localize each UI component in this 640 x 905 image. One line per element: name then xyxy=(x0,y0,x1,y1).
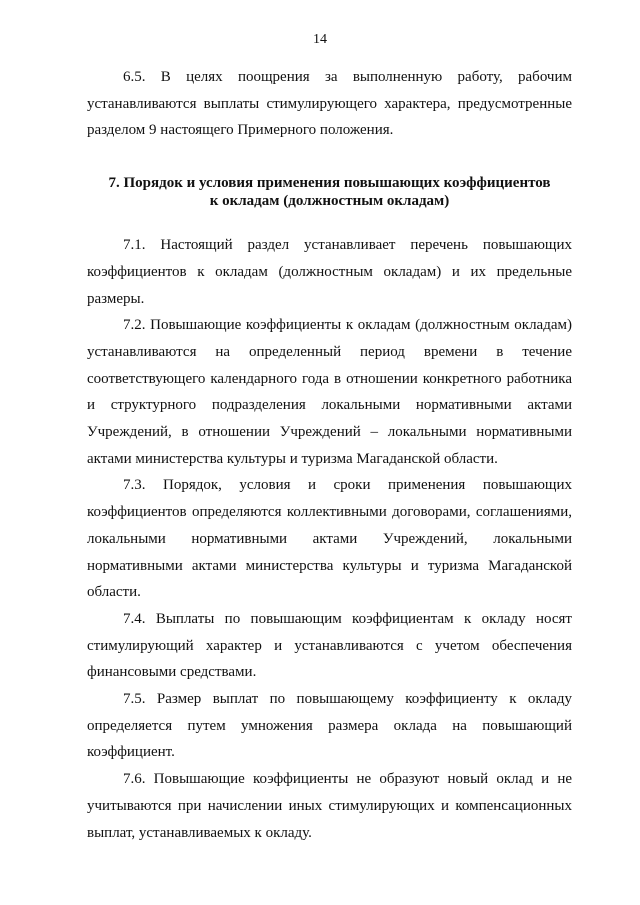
section-7-heading-line-1: 7. Порядок и условия применения повышающих коэффициентов xyxy=(108,175,551,192)
paragraph-7-3: 7.3. Порядок, условия и сроки применения повышающих коэффициентов определяются коллективными договорами, соглашениями, локальными нормативными актами Учреждений, локальными нормативными актами министерства культуры и туризма Магаданской области. xyxy=(87,477,572,601)
paragraph-7-1: 7.1. Настоящий раздел устанавливает перечень повышающих коэффициентов к окладам (должностным окладам) и их предельные размеры. xyxy=(87,237,572,307)
paragraph-7-5: 7.5. Размер выплат по повышающему коэффициенту к окладу определяется путем умножения размера оклада на повышающий коэффициент. xyxy=(87,691,572,761)
document-body xyxy=(87,64,572,846)
page-number: 14 xyxy=(313,32,327,47)
paragraph-7-4: 7.4. Выплаты по повышающим коэффициентам к окладу носят стимулирующий характер и устанавливаются с учетом обеспечения финансовыми средствами. xyxy=(87,610,572,681)
paragraph-6-5: 6.5. В целях поощрения за выполненную работу, рабочим устанавливаются выплаты стимулирующего характера, предусмотренные разделом 9 настоящего Примерного положения. xyxy=(87,69,572,139)
paragraph-7-6: 7.6. Повышающие коэффициенты не образуют новый оклад и не учитываются при начислении иных стимулирующих и компенсационных выплат, устанавливаемых к окладу. xyxy=(87,771,572,841)
section-7-heading-line-2: к окладам (должностным окладам) xyxy=(209,193,450,210)
section-7-heading xyxy=(87,174,572,210)
paragraph-7-2: 7.2. Повышающие коэффициенты к окладам (должностным окладам) устанавливаются на определенный период времени в течение соответствующего календарного года в отношении конкретного работника и структурного подразделения локальными нормативными актами Учреждений, в отношении Учреждений – локальными нормативными актами министерства культуры и туризма Магаданской области. xyxy=(87,317,572,467)
